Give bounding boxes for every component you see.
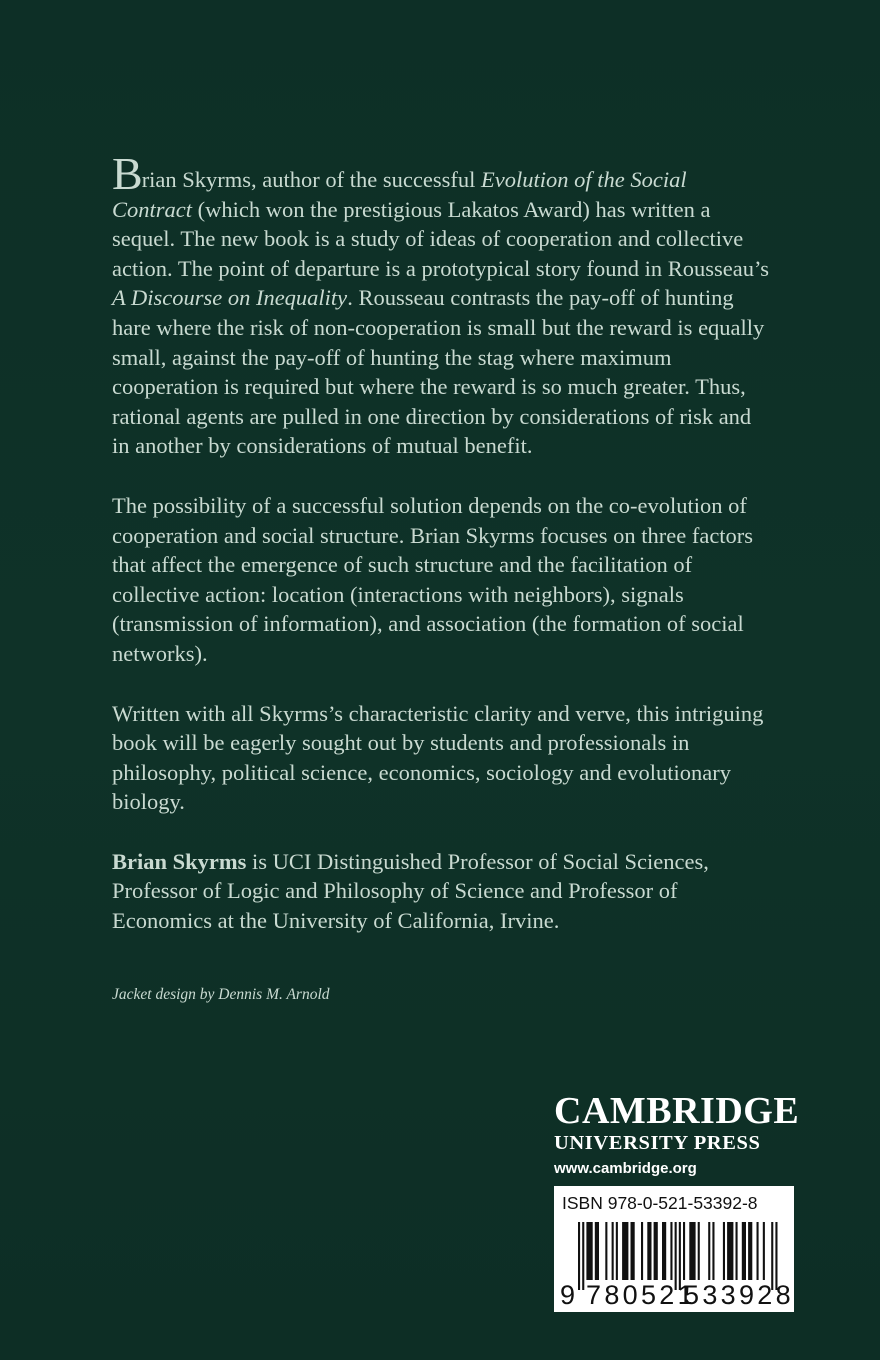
blurb-p1-text-2: (which won the prestigious Lakatos Award) has written a sequel. The new book is a study of ideas of cooperation and collective action. The point of departure is a prototypical story found in Rousseau’s (112, 196, 769, 281)
jacket-credit: Jacket design by Dennis M. Arnold (112, 986, 330, 1003)
barcode-bar (586, 1222, 592, 1280)
barcode-bar (662, 1222, 666, 1280)
author-name: Brian Skyrms (112, 848, 247, 874)
publisher-name: CAMBRIDGE (554, 1090, 800, 1132)
barcode-bar (712, 1222, 714, 1280)
barcode-bar (689, 1222, 695, 1280)
barcode-guard-bar (578, 1222, 580, 1290)
barcode-bar (698, 1222, 700, 1280)
book-title-evolution: Evolution of the Social Contract (112, 167, 687, 222)
barcode-bar (605, 1222, 607, 1280)
isbn-label: ISBN 978-0-521-53392-8 (562, 1193, 758, 1213)
barcode-bar (742, 1222, 746, 1280)
blurb-paragraph-1 (112, 148, 772, 461)
publisher-url: www.cambridge.org (554, 1160, 697, 1177)
barcode-bar (622, 1222, 628, 1280)
barcode-bar (748, 1222, 752, 1280)
barcode-bar (616, 1222, 618, 1280)
blurb-p1-text-1: rian Skyrms, author of the successful (141, 167, 481, 192)
barcode-bar (647, 1222, 651, 1280)
blurb-paragraph-3: Written with all Skyrms’s characteristic clarity and verve, this intriguing book will be eagerly sought out by students and professionals in philosophy, political science, economics, sociology and evolutionary biology. (112, 700, 764, 815)
ean-right-digits: 533928 (684, 1280, 794, 1310)
drop-cap: B (112, 148, 142, 199)
barcode-bar (757, 1222, 759, 1280)
barcode-bar (708, 1222, 710, 1280)
barcode-bar (727, 1222, 733, 1280)
book-title-discourse: A Discourse on Inequality (112, 285, 348, 311)
barcode-bar (612, 1222, 614, 1280)
barcode-bar (670, 1222, 672, 1280)
publisher-subtitle: UNIVERSITY PRESS (554, 1132, 761, 1154)
author-bio-text: is UCI Distinguished Professor of Social Sciences, Professor of Logic and Philosophy of Science and Professor of Economics at the University of California, Irvine. (112, 848, 709, 934)
blurb-paragraph-2: The possibility of a successful solution depends on the co-evolution of cooperation and social structure. Brian Skyrms focuses on three factors that affect the emergence of such structure and the facilitation of collective action: location (interactions with neighbors), signals (transmission of information), and association (the formation of social networks). (112, 492, 754, 666)
blurb-text (112, 148, 772, 936)
barcode-guard-bar (582, 1222, 584, 1290)
barcode-bar (631, 1222, 635, 1280)
barcode-bar (641, 1222, 643, 1280)
barcode-bar (654, 1222, 658, 1280)
isbn-barcode (554, 1186, 794, 1312)
barcode-bar (763, 1222, 765, 1280)
author-bio (112, 847, 772, 936)
barcode-bar (736, 1222, 738, 1280)
ean-left-digits: 780521 (586, 1280, 696, 1310)
barcode-bar (595, 1222, 599, 1280)
ean-first-digit: 9 (560, 1280, 576, 1310)
blurb-p1-text-3: . Rousseau contrasts the pay-off of hunting hare where the risk of non-cooperation is small but the reward is equally small, against the pay-off of hunting the stag where maximum cooperation is required but where the reward is so much greater. Thus, rational agents are pulled in one direction by considerations of risk and in another by considerations of mutual benefit. (112, 285, 765, 459)
barcode-bar (683, 1222, 685, 1280)
publisher-logo (554, 1090, 800, 1179)
barcode-bar (723, 1222, 725, 1280)
